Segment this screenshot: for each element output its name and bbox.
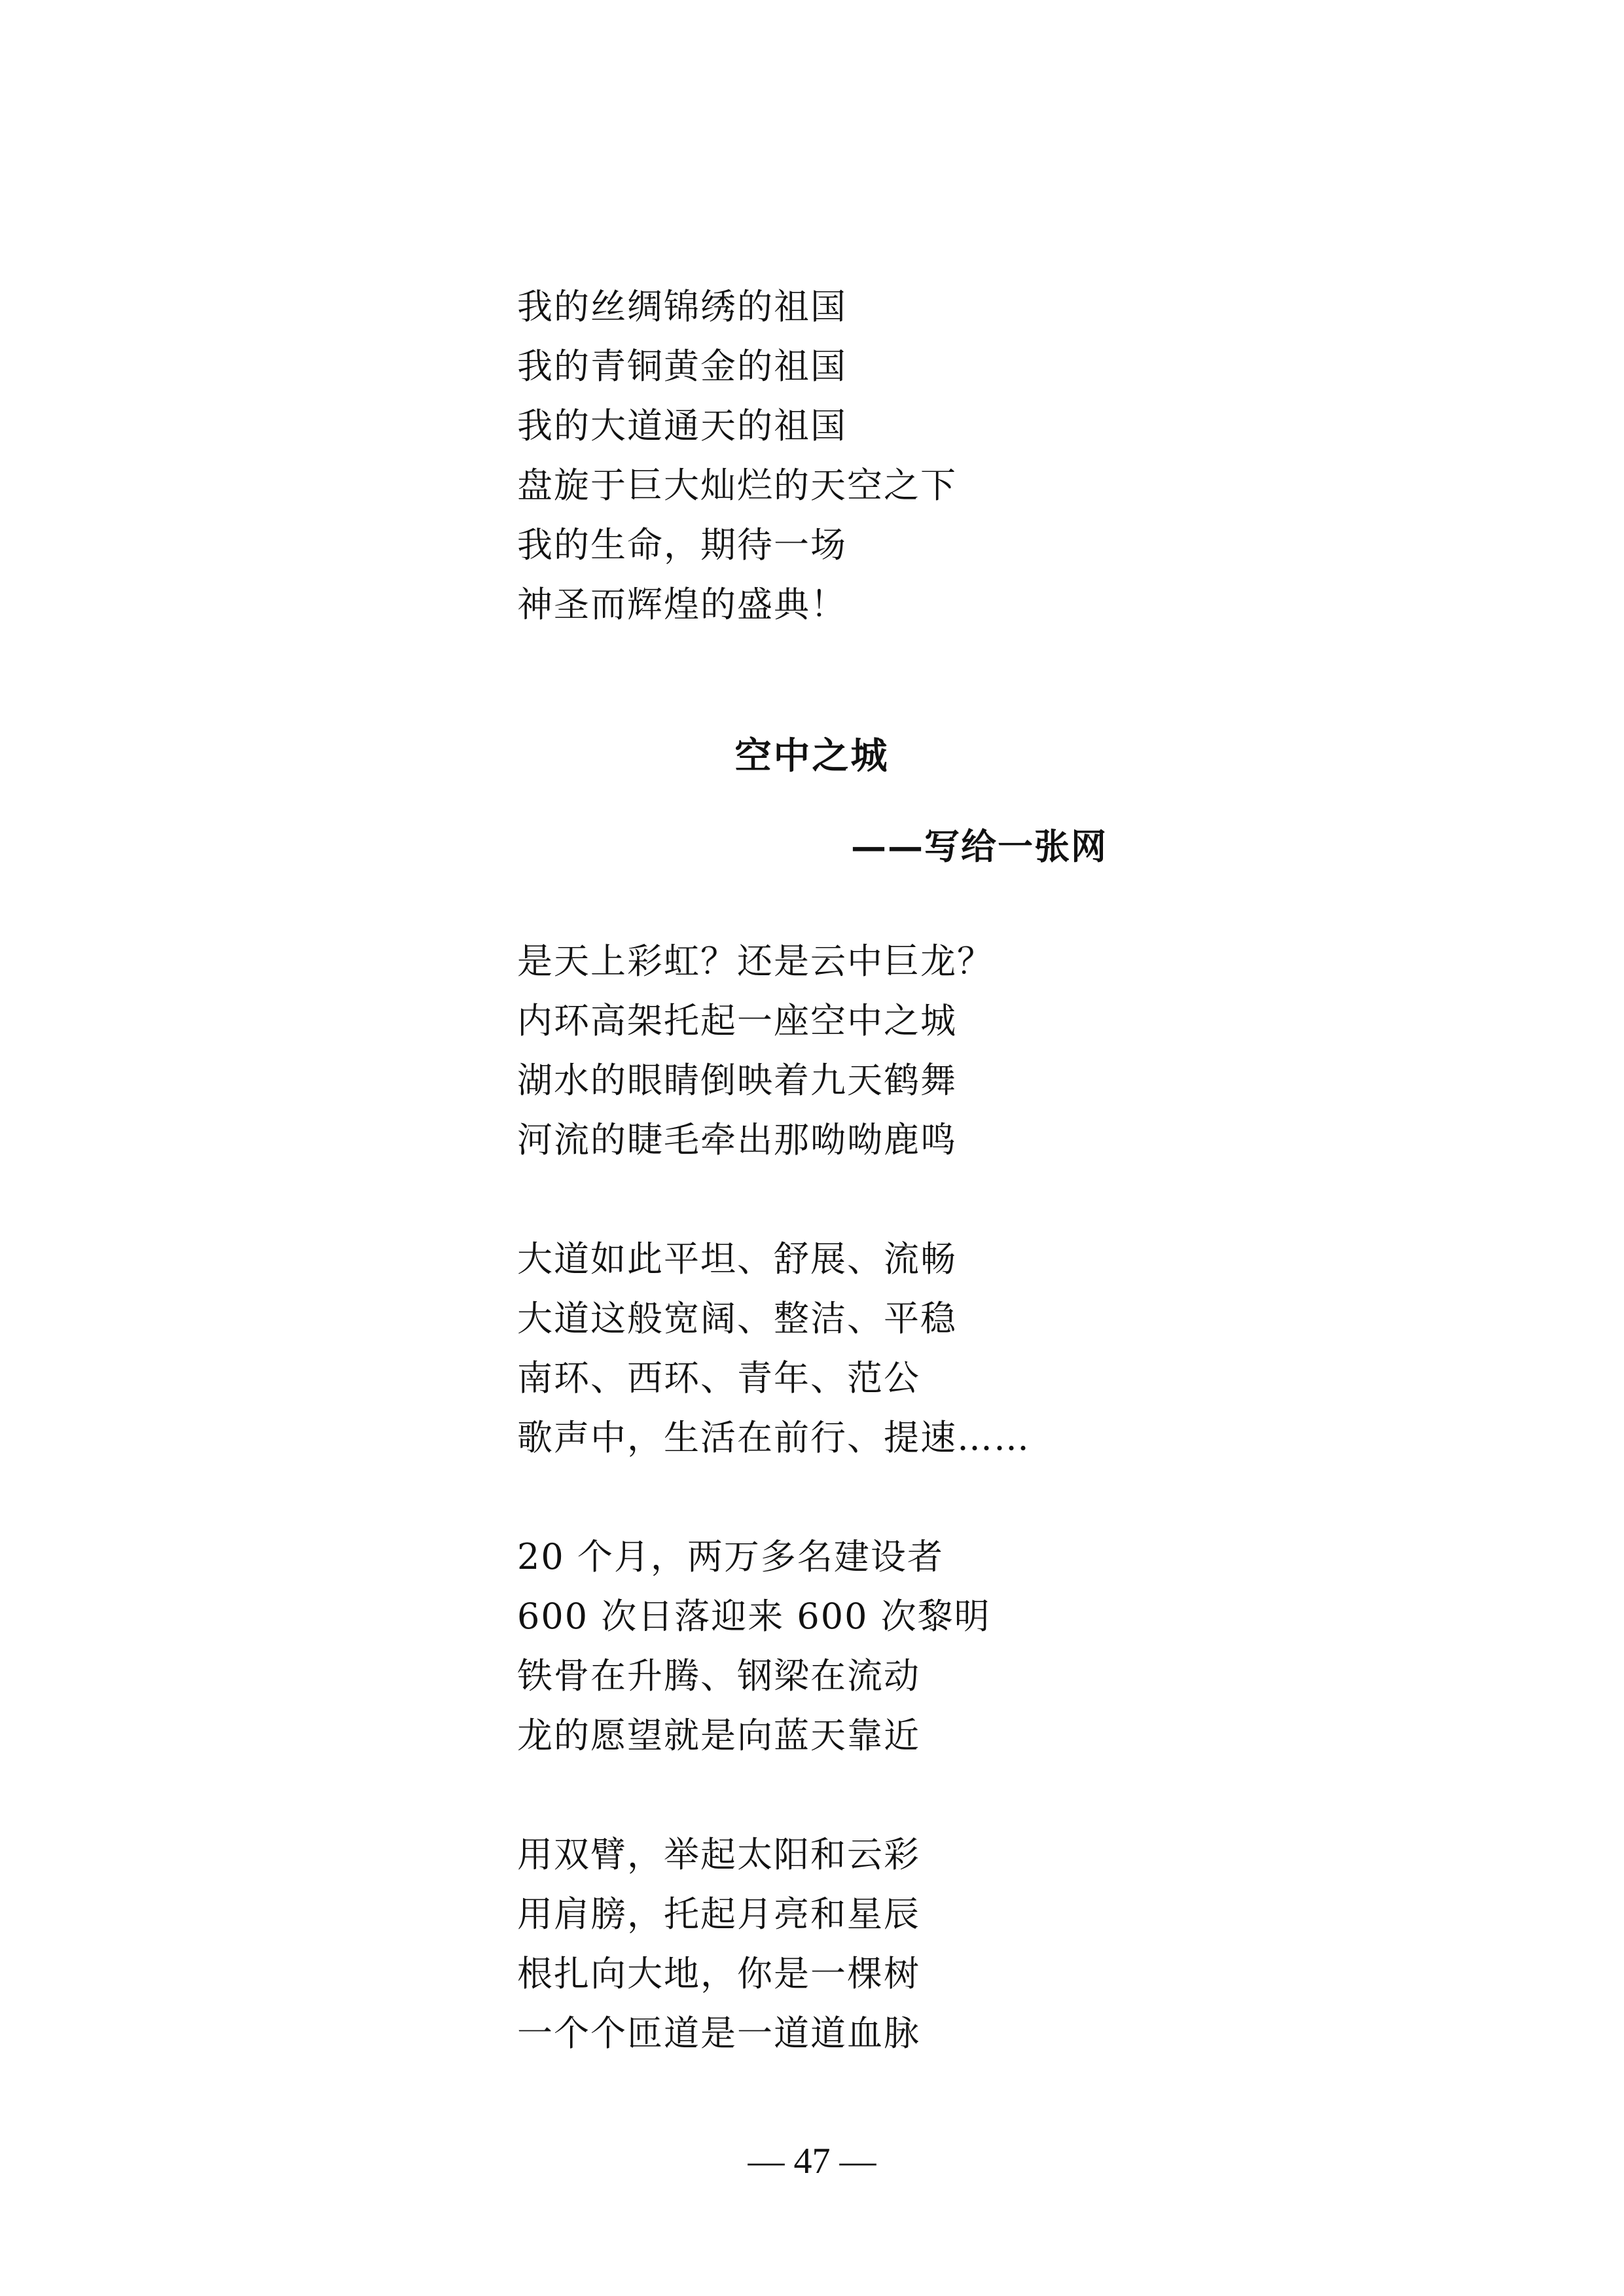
- poem-body: [517, 931, 1368, 2063]
- poem-line: 是天上彩虹？还是云中巨龙？: [517, 941, 994, 982]
- poem-line: 用肩膀，托起月亮和星辰: [517, 1893, 920, 1935]
- poem-line: 20 个月，两万多名建设者: [517, 1536, 944, 1577]
- stanza: [517, 1229, 1368, 1467]
- stanza: [517, 1527, 1368, 1765]
- stanza: [517, 931, 1368, 1170]
- poem-subtitle: ——写给一张网: [851, 825, 1108, 867]
- poem-line: 我的大道通天的祖国: [517, 405, 847, 446]
- page-number: — 47 —: [748, 2141, 876, 2181]
- top-poem-excerpt: [517, 277, 1368, 634]
- poem-line: 龙的愿望就是向蓝天靠近: [517, 1715, 920, 1756]
- poem-line: 用双臂，举起太阳和云彩: [517, 1834, 920, 1875]
- stanza-gap: [517, 1170, 1368, 1229]
- poem-line: 我的生命，期待一场: [517, 524, 847, 565]
- poem-line: 南环、西环、青年、范公: [517, 1357, 920, 1399]
- stanza-gap: [517, 1467, 1368, 1527]
- poem-line: 神圣而辉煌的盛典！: [517, 584, 847, 625]
- poem-line: 内环高架托起一座空中之城: [517, 1000, 957, 1041]
- poem-line: 河流的睫毛牵出那呦呦鹿鸣: [517, 1119, 957, 1160]
- poem-title: 空中之城: [734, 734, 890, 778]
- poem-line: 根扎向大地，你是一棵树: [517, 1953, 920, 1994]
- poem-line: 我的青铜黄金的祖国: [517, 346, 847, 387]
- poem-line: 我的丝绸锦绣的祖国: [517, 286, 847, 327]
- poem-line: 盘旋于巨大灿烂的天空之下: [517, 465, 957, 506]
- poem-line: 湖水的眼睛倒映着九天鹤舞: [517, 1060, 957, 1101]
- poem-line: 大道这般宽阔、整洁、平稳: [517, 1298, 957, 1339]
- poem-line: 一个个匝道是一道道血脉: [517, 2013, 920, 2054]
- stanza-gap: [517, 1765, 1368, 1825]
- poem-line: 铁骨在升腾、钢梁在流动: [517, 1655, 920, 1696]
- stanza: [517, 1825, 1368, 2063]
- poem-line: 600 次日落迎来 600 次黎明: [517, 1596, 991, 1637]
- poem-line: 歌声中，生活在前行、提速……: [517, 1417, 1030, 1458]
- poem-line: 大道如此平坦、舒展、流畅: [517, 1238, 957, 1280]
